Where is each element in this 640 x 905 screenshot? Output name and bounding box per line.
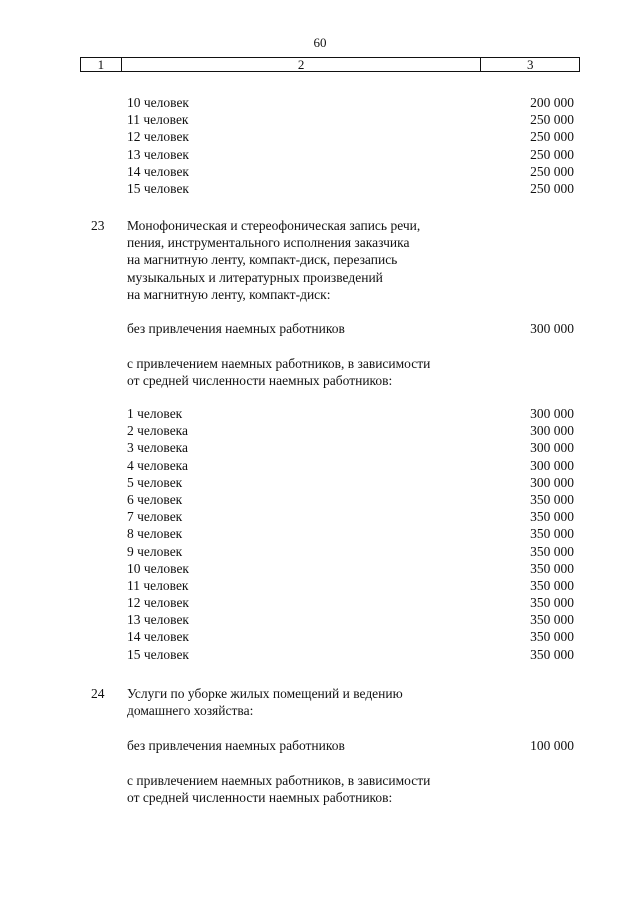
amount-value: 250 000: [530, 180, 574, 196]
heading-line: с привлечением наемных работников, в зависимости: [127, 773, 431, 788]
amount-value: 350 000: [530, 629, 574, 645]
item-23-without-workers: [127, 320, 574, 337]
item-24-without-workers: [127, 737, 574, 754]
list-item: [127, 577, 574, 594]
amount-value: 300 000: [530, 406, 574, 421]
list-item: [127, 439, 574, 456]
headcount-label: 10 человек: [127, 95, 189, 110]
amount-value: 250 000: [530, 112, 574, 128]
list-item: [127, 491, 574, 508]
headcount-label: 10 человек: [127, 560, 189, 576]
amount-value: 200 000: [530, 95, 574, 110]
title-line: пения, инструментального исполнения заказчика: [127, 235, 410, 251]
headcount-label: 15 человек: [127, 180, 189, 196]
list-item: [127, 111, 574, 128]
amount-value: 350 000: [530, 612, 574, 628]
amount-value: 350 000: [530, 509, 574, 525]
item-23-headcount-list: [127, 405, 574, 663]
list-item: [127, 405, 574, 422]
list-item: [127, 146, 574, 163]
amount-value: 300 000: [530, 440, 574, 456]
headcount-label: 6 человек: [127, 491, 183, 507]
item-24-without-workers-label: без привлечения наемных работников: [127, 738, 345, 753]
title-line: домашнего хозяйства:: [127, 703, 254, 719]
continued-headcount-list: [127, 94, 574, 197]
headcount-label: 12 человек: [127, 595, 189, 611]
heading-line: с привлечением наемных работников, в зависимости: [127, 356, 431, 371]
item-23-without-workers-value: 300 000: [530, 321, 574, 336]
amount-value: 300 000: [530, 457, 574, 473]
amount-value: 350 000: [530, 491, 574, 507]
heading-line: от средней численности наемных работников:: [127, 373, 393, 389]
headcount-label: 14 человек: [127, 163, 189, 179]
headcount-label: 5 человек: [127, 474, 183, 490]
list-item: [127, 474, 574, 491]
amount-value: 250 000: [530, 146, 574, 162]
amount-value: 350 000: [530, 560, 574, 576]
list-item: [127, 560, 574, 577]
page-number: 60: [313, 35, 327, 50]
list-item: [127, 94, 574, 111]
headcount-label: 8 человек: [127, 526, 183, 542]
headcount-label: 13 человек: [127, 146, 189, 162]
title-line: на магнитную ленту, компакт-диск:: [127, 286, 331, 302]
headcount-label: 11 человек: [127, 577, 189, 593]
headcount-label: 13 человек: [127, 612, 189, 628]
headcount-label: 11 человек: [127, 112, 189, 128]
headcount-label: 3 человека: [127, 440, 189, 456]
list-item: [127, 525, 574, 542]
item-24-without-workers-value: 100 000: [530, 738, 574, 753]
item-23-number: 23: [91, 218, 105, 233]
headcount-label: 14 человек: [127, 629, 189, 645]
amount-value: 250 000: [530, 163, 574, 179]
list-item: [127, 457, 574, 474]
list-item: [127, 422, 574, 439]
list-item: [127, 543, 574, 560]
headcount-label: 15 человек: [127, 646, 189, 662]
amount-value: 350 000: [530, 543, 574, 559]
item-23-title: [127, 217, 420, 303]
amount-value: 350 000: [530, 595, 574, 611]
amount-value: 350 000: [530, 577, 574, 593]
headcount-label: 1 человек: [127, 406, 183, 421]
column-1-header: 1: [81, 58, 122, 71]
title-line: музыкальных и литературных произведений: [127, 269, 383, 285]
column-2-header: 2: [122, 58, 482, 71]
amount-value: 350 000: [530, 526, 574, 542]
item-24-with-workers-heading: [127, 772, 430, 806]
headcount-label: 9 человек: [127, 543, 183, 559]
list-item: [127, 611, 574, 628]
list-item: [127, 180, 574, 197]
table-column-header: [80, 57, 580, 72]
title-line: Монофоническая и стереофоническая запись речи,: [127, 218, 421, 233]
title-line: на магнитную ленту, компакт-диск, перезапись: [127, 252, 398, 268]
list-item: [127, 594, 574, 611]
amount-value: 300 000: [530, 423, 574, 439]
amount-value: 250 000: [530, 129, 574, 145]
item-23-without-workers-label: без привлечения наемных работников: [127, 321, 345, 336]
list-item: [127, 128, 574, 145]
column-3-header: 3: [526, 57, 534, 72]
list-item: [127, 163, 574, 180]
heading-line: от средней численности наемных работников:: [127, 790, 393, 806]
headcount-label: 7 человек: [127, 509, 183, 525]
headcount-label: 2 человека: [127, 423, 189, 439]
list-item: [127, 646, 574, 663]
list-item: [127, 508, 574, 525]
item-23-with-workers-heading: [127, 355, 430, 389]
amount-value: 350 000: [530, 646, 574, 662]
headcount-label: 4 человека: [127, 457, 189, 473]
amount-value: 300 000: [530, 474, 574, 490]
headcount-label: 12 человек: [127, 129, 189, 145]
list-item: [127, 628, 574, 645]
item-24-title: [127, 685, 403, 719]
title-line: Услуги по уборке жилых помещений и ведению: [127, 686, 403, 701]
item-24-number: 24: [91, 686, 105, 701]
